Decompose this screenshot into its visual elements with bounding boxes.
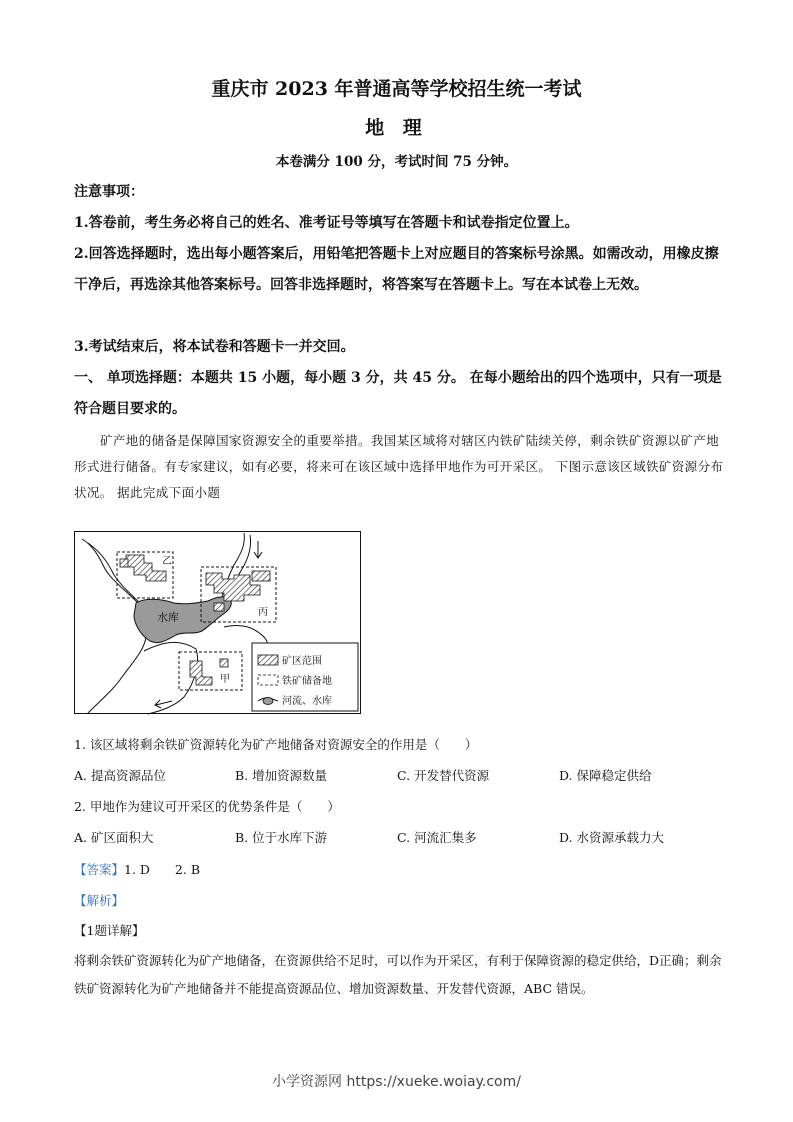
analysis-text: 将剩余铁矿资源转化为矿产地储备，在资源供给不足时，可以作为开采区，有利于保障资源的稳定供给，D正确；剩余铁矿资源转化为矿产地储备并不能提高资源品位、增加资源数量、开发替代资源，ABC 错误。 [74,953,722,996]
label-jia: 甲 [220,674,230,685]
section-heading: 一、 单项选择题：本题共 15 小题，每小题 3 分，共 45 分。 在每小题给出的四个选项中，只有一项是符合题目要求的。 [74,370,722,417]
question-1-stem: 1. 该区域将剩余铁矿资源转化为矿产地储备对资源安全的作用是（ ） [74,737,478,752]
question-2-stem: 2. 甲地作为建议可开采区的优势条件是（ ） [74,799,340,814]
q1-option-d[interactable]: D. 保障稳定供给 [559,768,652,783]
mine-area-jia-2 [220,659,228,667]
q1-option-c[interactable]: C. 开发替代资源 [397,768,490,783]
analysis-subtag: 【1题详解】 [74,923,145,938]
label-bing: 丙 [258,607,268,618]
legend-mine-symbol [258,655,278,665]
analysis-tag: 【解析】 [74,893,125,908]
exam-info: 本卷满分 100 分，考试时间 75 分钟。 [275,154,518,170]
notice-heading: 注意事项： [74,184,144,200]
footer-watermark[interactable]: 小学资源网 https://xueke.woiay.com/ [272,1074,521,1090]
label-yi: 乙 [162,556,172,567]
exam-title: 重庆市 2023 年普通高等学校招生统一考试 [211,78,582,100]
reservoir-label: 水库 [157,611,179,624]
q1-option-b[interactable]: B. 增加资源数量 [235,768,328,783]
q2-option-a[interactable]: A. 矿区面积大 [74,830,154,845]
legend-river-label: 河流、水库 [282,696,332,707]
q1-option-a[interactable]: A. 提高资源品位 [74,768,166,783]
notice-item-3: 3.考试结束后，将本试卷和答题卡一并交回。 [74,339,355,355]
notice-item-1: 1.答卷前，考生务必将自己的姓名、准考证号等填写在答题卡和试卷指定位置上。 [74,215,579,231]
q2-option-b[interactable]: B. 位于水库下游 [235,830,328,845]
question-intro: 矿产地的储备是保障国家资源安全的重要举措。我国某区域将对辖区内铁矿陆续关停，剩余铁矿资源以矿产地形式进行储备。有专家建议，如有必要，将来可在该区域中选择甲地作为可开采区。 下图示意该区域铁矿资源分布状况。 据此完成下面小题 [74,433,724,500]
legend-storage-label: 铁矿储备地 [282,676,332,687]
answer-text: 1. D 2. B [124,862,201,877]
mine-area-yi-2 [120,559,128,567]
mine-area-bing-2 [252,571,270,581]
mine-area-bing-3 [214,603,224,611]
legend-mine-label: 矿区范围 [282,656,322,667]
notice-item-2: 2.回答选择题时，选出每小题答案后，用铅笔把答题卡上对应题目的答案标号涂黑。如需改动，用橡皮擦干净后，再选涂其他答案标号。回答非选择题时，将答案写在答题卡上。写在本试卷上无效。 [74,246,719,293]
iron-ore-map [74,531,362,715]
q2-option-d[interactable]: D. 水资源承载力大 [559,830,665,845]
q2-option-c[interactable]: C. 河流汇集多 [397,830,477,845]
legend-reservoir-symbol [263,698,273,705]
answer-line [74,860,200,878]
subject-title: 地 理 [365,117,428,139]
answer-tag: 【答案】 [74,862,125,877]
